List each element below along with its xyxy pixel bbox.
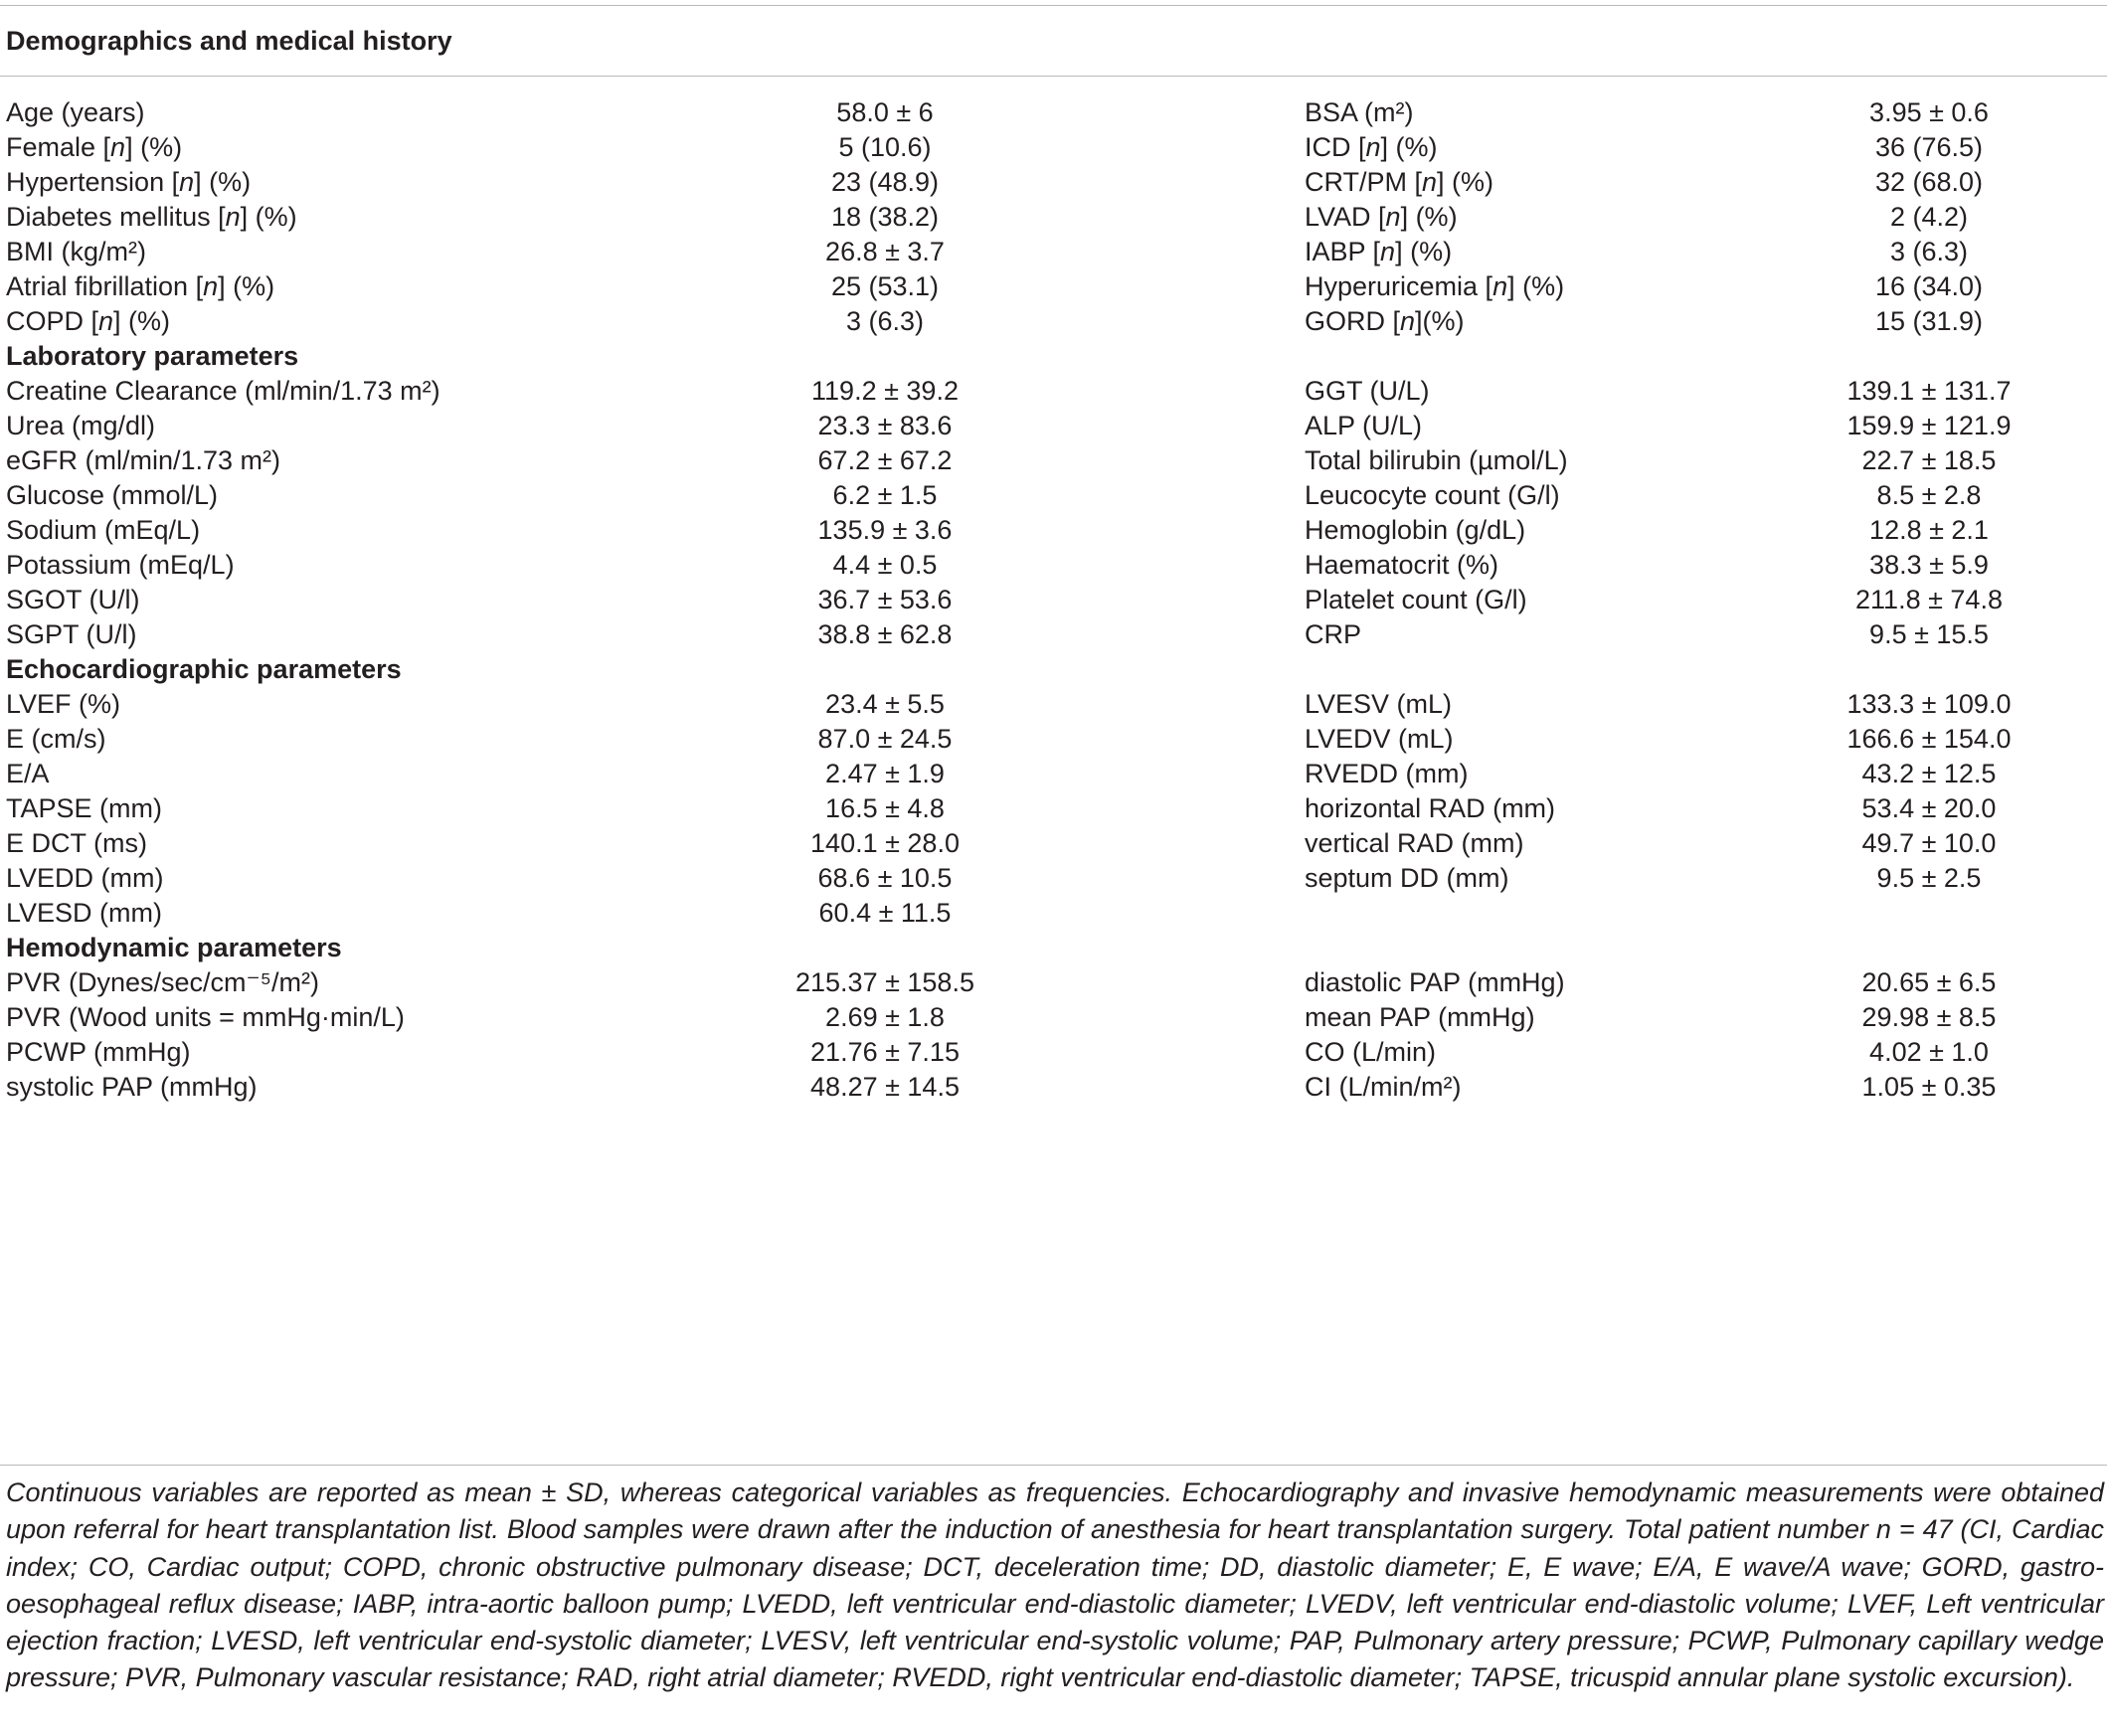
right-param-value: 166.6 ± 154.0 <box>1846 723 2012 754</box>
right-param-value: 159.9 ± 121.9 <box>1846 410 2012 440</box>
right-param-value: 8.5 ± 2.8 <box>1876 479 1982 510</box>
left-param-value: 18 (38.2) <box>830 201 940 232</box>
left-param-label: TAPSE (mm) <box>6 792 162 823</box>
right-param-label: LVEDV (mL) <box>1305 723 1454 754</box>
right-param-label: horizontal RAD (mm) <box>1305 792 1556 823</box>
section-heading: Hemodynamic parameters <box>6 932 342 962</box>
right-param-value: 3 (6.3) <box>1889 236 1969 266</box>
left-param-label: Potassium (mEq/L) <box>6 549 235 580</box>
right-param-value: 22.7 ± 18.5 <box>1861 444 1997 475</box>
table-footnote: Continuous variables are reported as mean ± SD, whereas categorical variables as frequencies. Echocardiography and invasive hemodynamic measurements were obtained upon referral for heart transplantation list. Blood samples were drawn after the induction of anesthesia for heart transplantation surgery. Total patient number n = 47 (CI, Cardiac index; CO, Cardiac output; COPD, chronic obstructive pulmonary disease; DCT, deceleration time; DD, diastolic diameter; E, E wave; E/A, E wave/A wave; GORD, gastro-oesophageal reflux disease; IABP, intra-aortic balloon pump; LVEDD, left ventricular end-diastolic diameter; LVEDV, left ventricular end-diastolic volume; LVEF, Left ventricular ejection fraction; LVESD, left ventricular end-systolic diameter; LVESV, left ventricular end-systolic volume; PAP, Pulmonary artery pressure; PCWP, Pulmonary capillary wedge pressure; PVR, Pulmonary vascular resistance; RAD, right atrial diameter; RVEDD, right ventricular end-diastolic diameter; TAPSE, tricuspid annular plane systolic excursion). <box>6 1477 2104 1693</box>
left-param-label: E DCT (ms) <box>6 827 147 858</box>
right-param-value: 9.5 ± 2.5 <box>1876 862 1982 893</box>
left-param-label: PVR (Wood units = mmHg·min/L) <box>6 1001 405 1032</box>
left-param-label: systolic PAP (mmHg) <box>6 1071 258 1102</box>
header-rule <box>0 76 2107 77</box>
left-param-value: 2.69 ± 1.8 <box>825 1001 945 1032</box>
right-param-value: 38.3 ± 5.9 <box>1869 549 1989 580</box>
right-param-value: 9.5 ± 15.5 <box>1869 618 1989 649</box>
left-param-value: 16.5 ± 4.8 <box>825 792 945 823</box>
right-param-label: Leucocyte count (G/l) <box>1305 479 1560 510</box>
right-param-label: LVESV (mL) <box>1305 688 1453 719</box>
right-param-value: 133.3 ± 109.0 <box>1846 688 2012 719</box>
left-param-label: PCWP (mmHg) <box>6 1036 191 1067</box>
right-param-value: 4.02 ± 1.0 <box>1869 1036 1989 1067</box>
right-param-value: 20.65 ± 6.5 <box>1861 966 1997 997</box>
left-param-value: 23.4 ± 5.5 <box>825 688 945 719</box>
left-param-value: 119.2 ± 39.2 <box>811 375 959 406</box>
right-param-label: GGT (U/L) <box>1305 375 1430 406</box>
left-param-label: E/A <box>6 758 50 788</box>
left-param-value: 21.76 ± 7.15 <box>810 1036 960 1067</box>
right-param-value: 3.95 ± 0.6 <box>1869 96 1989 127</box>
right-param-label: septum DD (mm) <box>1305 862 1509 893</box>
right-param-label: Hyperuricemia [n] (%) <box>1305 270 1565 301</box>
left-param-label: Atrial fibrillation [n] (%) <box>6 270 275 301</box>
left-param-label: LVESD (mm) <box>6 897 163 928</box>
left-param-label: LVEF (%) <box>6 688 121 719</box>
left-param-value: 2.47 ± 1.9 <box>825 758 945 788</box>
table-bottom-rule <box>0 1465 2107 1466</box>
left-param-label: Hypertension [n] (%) <box>6 166 252 197</box>
left-param-label: Urea (mg/dl) <box>6 410 156 440</box>
right-param-value: 15 (31.9) <box>1874 305 1984 336</box>
left-param-label: PVR (Dynes/sec/cm⁻⁵/m²) <box>6 966 319 997</box>
left-param-value: 38.8 ± 62.8 <box>817 618 953 649</box>
left-param-value: 6.2 ± 1.5 <box>832 479 938 510</box>
right-param-label: RVEDD (mm) <box>1305 758 1469 788</box>
right-param-value: 2 (4.2) <box>1889 201 1969 232</box>
left-param-value: 68.6 ± 10.5 <box>817 862 953 893</box>
right-param-label: CRT/PM [n] (%) <box>1305 166 1494 197</box>
left-param-value: 23 (48.9) <box>830 166 940 197</box>
left-param-label: SGPT (U/l) <box>6 618 137 649</box>
left-param-value: 67.2 ± 67.2 <box>817 444 953 475</box>
right-param-value: 16 (34.0) <box>1874 270 1984 301</box>
right-param-value: 211.8 ± 74.8 <box>1855 584 2003 614</box>
left-param-value: 23.3 ± 83.6 <box>817 410 953 440</box>
right-param-value: 43.2 ± 12.5 <box>1861 758 1997 788</box>
right-param-label: mean PAP (mmHg) <box>1305 1001 1535 1032</box>
right-param-value: 139.1 ± 131.7 <box>1846 375 2012 406</box>
right-param-value: 49.7 ± 10.0 <box>1861 827 1997 858</box>
left-param-value: 5 (10.6) <box>838 131 932 162</box>
left-param-label: BMI (kg/m²) <box>6 236 146 266</box>
left-param-label: COPD [n] (%) <box>6 305 171 336</box>
right-param-label: BSA (m²) <box>1305 96 1414 127</box>
right-param-value: 53.4 ± 20.0 <box>1861 792 1997 823</box>
right-param-label: diastolic PAP (mmHg) <box>1305 966 1565 997</box>
right-param-label: ICD [n] (%) <box>1305 131 1438 162</box>
left-param-value: 60.4 ± 11.5 <box>818 897 952 928</box>
table-top-rule <box>0 5 2107 6</box>
left-param-label: Creatine Clearance (ml/min/1.73 m²) <box>6 375 440 406</box>
right-param-value: 1.05 ± 0.35 <box>1861 1071 1997 1102</box>
left-param-value: 36.7 ± 53.6 <box>817 584 953 614</box>
right-param-label: CI (L/min/m²) <box>1305 1071 1462 1102</box>
section-heading: Echocardiographic parameters <box>6 653 402 684</box>
left-param-label: Diabetes mellitus [n] (%) <box>6 201 297 232</box>
left-param-value: 3 (6.3) <box>845 305 925 336</box>
section-heading: Laboratory parameters <box>6 340 299 371</box>
right-param-label: LVAD [n] (%) <box>1305 201 1458 232</box>
left-param-value: 215.37 ± 158.5 <box>795 966 974 997</box>
left-param-value: 26.8 ± 3.7 <box>825 236 945 266</box>
left-param-value: 4.4 ± 0.5 <box>832 549 938 580</box>
left-param-label: Sodium (mEq/L) <box>6 514 201 545</box>
left-param-label: Female [n] (%) <box>6 131 183 162</box>
left-param-label: Glucose (mmol/L) <box>6 479 219 510</box>
left-param-label: LVEDD (mm) <box>6 862 164 893</box>
left-param-value: 25 (53.1) <box>830 270 940 301</box>
right-param-value: 12.8 ± 2.1 <box>1869 514 1989 545</box>
right-param-label: Platelet count (G/l) <box>1305 584 1527 614</box>
right-param-value: 29.98 ± 8.5 <box>1861 1001 1997 1032</box>
table-header: Demographics and medical history <box>6 26 452 56</box>
right-param-label: Hemoglobin (g/dL) <box>1305 514 1526 545</box>
left-param-label: SGOT (U/l) <box>6 584 140 614</box>
left-param-label: Age (years) <box>6 96 145 127</box>
left-param-label: eGFR (ml/min/1.73 m²) <box>6 444 281 475</box>
left-param-value: 58.0 ± 6 <box>836 96 934 127</box>
right-param-label: CO (L/min) <box>1305 1036 1437 1067</box>
right-param-label: vertical RAD (mm) <box>1305 827 1524 858</box>
left-param-label: E (cm/s) <box>6 723 106 754</box>
right-param-label: Total bilirubin (µmol/L) <box>1305 444 1568 475</box>
right-param-value: 32 (68.0) <box>1874 166 1984 197</box>
right-param-label: ALP (U/L) <box>1305 410 1423 440</box>
left-param-value: 48.27 ± 14.5 <box>810 1071 960 1102</box>
left-param-value: 87.0 ± 24.5 <box>817 723 953 754</box>
table-row <box>0 1064 2107 1111</box>
left-param-value: 140.1 ± 28.0 <box>810 827 960 858</box>
right-param-label: GORD [n](%) <box>1305 305 1465 336</box>
right-param-value: 36 (76.5) <box>1874 131 1984 162</box>
left-param-value: 135.9 ± 3.6 <box>817 514 953 545</box>
right-param-label: CRP <box>1305 618 1362 649</box>
right-param-label: IABP [n] (%) <box>1305 236 1453 266</box>
right-param-label: Haematocrit (%) <box>1305 549 1499 580</box>
